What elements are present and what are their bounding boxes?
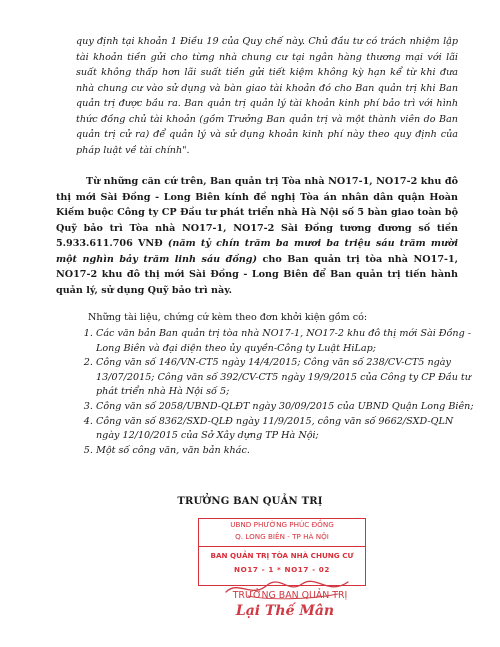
attachments-intro: Những tài liệu, chứng cứ kèm theo đơn khởi kiện gồm có:: [88, 312, 368, 323]
signature-title: TRƯỞNG BAN QUẢN TRỊ: [177, 496, 323, 507]
stamp-line-buildings: NO17 - 1 * NO17 - 02: [234, 565, 330, 574]
attachments-list: [76, 327, 478, 458]
attachment-item: 3. Công văn số 2058/UBND-QLĐT ngày 30/09/2015 của UBND Quận Long Biên;: [96, 400, 478, 415]
attachment-item: 1. Các văn bản Ban quản trị tòa nhà NO17-1, NO17-2 khu đô thị mới Sài Đồng - Long Biên và đại diện theo ủy quyền-Công ty Luật HiLap;: [96, 327, 478, 356]
attachment-item: 2. Công văn số 146/VN-CT5 ngày 14/4/2015; Công văn số 238/CV-CT5 ngày 13/07/2015; Công văn số 392/CV-CT5 ngày 19/9/2015 của Công ty CP Đầu tư phát triển nhà Hà Nội số 5;: [96, 356, 478, 400]
request-end-text: cho Ban quản trị tòa nhà NO17-1, NO17-2 khu đô thị mới Sài Đồng - Long Biên để Ban quản trị tiến hành quản lý, sử dụng Quỹ bảo trì này.: [56, 253, 458, 296]
request-main-text: Từ những căn cứ trên, Ban quản trị Tòa nhà NO17-1, NO17-2 khu đô thị mới Sài Đồng - Long Biên kính đề nghị Tòa án nhân dân quận Hoàn Kiếm buộc Công ty CP Đầu tư phát triển nhà Hà Nội số 5 bàn giao toàn bộ Quỹ bảo trì Tòa nhà NO17-1, NO17-2 Sài Đồng tương đương số tiền 5.933.611.706 VNĐ: [56, 176, 458, 249]
stamp-line-district: Q. LONG BIÊN - TP HÀ NỘI: [235, 532, 329, 541]
paragraph-regulation-quote: quy định tại khoản 1 Điều 19 của Quy chế này. Chủ đầu tư có trách nhiệm lập tài khoản tiền gửi cho từng nhà chung cư tại ngân hàng thương mại với lãi suất không thấp hơn lãi suất tiền gửi tiết kiệm không kỳ hạn kể từ khi đưa nhà chung cư vào sử dụng và bàn giao tài khoản đó cho Ban quản trị khi Ban quản trị được bầu ra. Ban quản trị quản lý tài khoản kinh phí bảo trì với hình thức đồng chủ tài khoản (gồm Trưởng Ban quản trị và một thành viên do Ban quản trị cử ra) để quản lý và sử dụng khoản kinh phí này theo quy định của pháp luật về tài chính".: [76, 36, 458, 156]
attachment-item: 4. Công văn số 8362/SXD-QLĐ ngày 11/9/2015, công văn số 9662/SXD-QLN ngày 12/10/2015 của Sở Xây dựng TP Hà Nội;: [96, 415, 478, 444]
stamp-line-ward: UBND PHƯỜNG PHÚC ĐỒNG: [230, 520, 334, 529]
paragraph-request: [56, 174, 458, 298]
signer-name: Lại Thế Mân: [235, 603, 335, 619]
signer-role: TRƯỞNG BAN QUẢN TRỊ: [232, 590, 348, 601]
request-amount-in-words: (năm tỷ chín trăm ba mươi ba triệu sáu trăm mười một nghìn bảy trăm linh sáu đồng): [56, 238, 458, 265]
attachment-item: 5. Một số công văn, văn bản khác.: [96, 444, 478, 459]
stamp-line-board: BAN QUẢN TRỊ TÒA NHÀ CHUNG CƯ: [210, 551, 354, 560]
